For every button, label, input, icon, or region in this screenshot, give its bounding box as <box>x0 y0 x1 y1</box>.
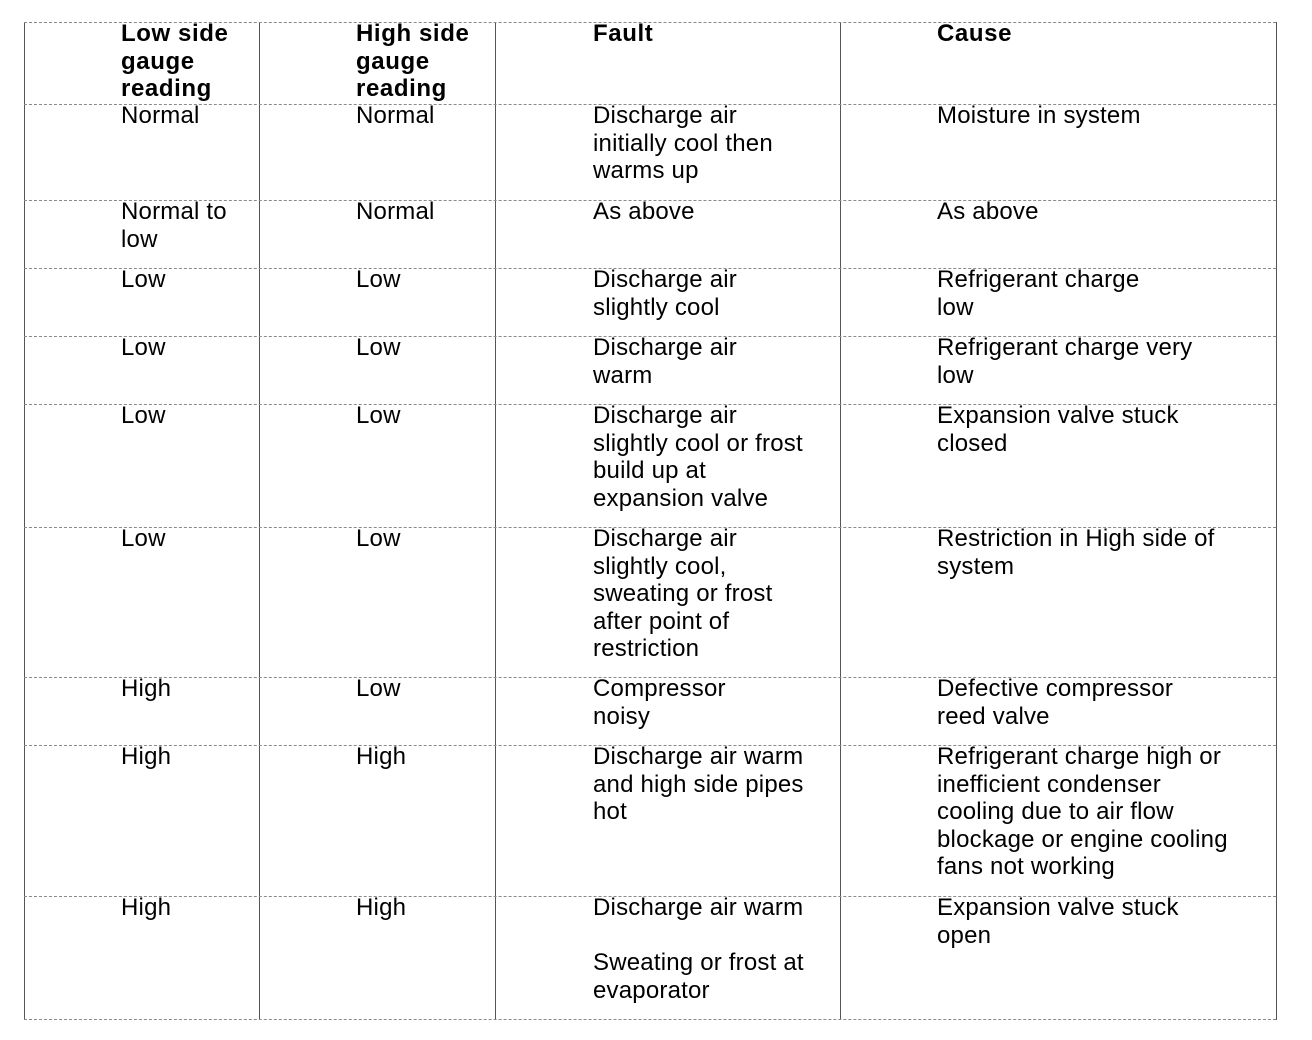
header-fault: Fault <box>593 20 654 47</box>
cell-high-side: Low <box>356 266 401 293</box>
cell-high-side: High <box>356 743 407 770</box>
cell-fault: As above <box>593 198 695 225</box>
cell-cause: Defective compressor reed valve <box>937 675 1174 730</box>
cell-cause: Refrigerant charge very low <box>937 334 1193 389</box>
table-border-bottom <box>24 1019 1276 1020</box>
cell-high-side: Low <box>356 334 401 361</box>
cell-low-side: Normal <box>121 102 200 129</box>
header-low-side-gauge-reading: Low side gauge reading <box>121 20 229 102</box>
cell-low-side: High <box>121 675 172 702</box>
column-divider-2 <box>495 22 496 1020</box>
cell-high-side: Low <box>356 525 401 552</box>
cell-cause: Refrigerant charge high or inefficient condenser cooling due to air flow blockage or engine cooling fans not working <box>937 743 1228 880</box>
cell-cause: Restriction in High side of system <box>937 525 1215 580</box>
cell-fault: Discharge air slightly cool, sweating or frost after point of restriction <box>593 525 773 662</box>
cell-low-side: Low <box>121 525 166 552</box>
cell-high-side: High <box>356 894 407 921</box>
cell-fault: Discharge air warm <box>593 334 737 389</box>
table-border-right <box>1276 22 1277 1020</box>
cell-fault: Discharge air slightly cool or frost build up at expansion valve <box>593 402 803 512</box>
cell-cause: As above <box>937 198 1039 225</box>
cell-high-side: Low <box>356 675 401 702</box>
cell-fault: Compressor noisy <box>593 675 726 730</box>
cell-cause: Refrigerant charge low <box>937 266 1140 321</box>
cell-fault: Discharge air warm and high side pipes hot <box>593 743 804 825</box>
table-border-left <box>24 22 25 1020</box>
header-cause: Cause <box>937 20 1013 47</box>
column-divider-1 <box>259 22 260 1020</box>
cell-low-side: Low <box>121 402 166 429</box>
cell-fault: Discharge air slightly cool <box>593 266 737 321</box>
header-high-side-gauge-reading: High side gauge reading <box>356 20 470 102</box>
cell-high-side: Low <box>356 402 401 429</box>
cell-low-side: Low <box>121 266 166 293</box>
cell-high-side: Normal <box>356 198 435 225</box>
cell-low-side: Normal to low <box>121 198 227 253</box>
column-divider-3 <box>840 22 841 1020</box>
cell-cause: Moisture in system <box>937 102 1141 129</box>
cell-low-side: High <box>121 743 172 770</box>
cell-high-side: Normal <box>356 102 435 129</box>
cell-cause: Expansion valve stuck open <box>937 894 1179 949</box>
cell-fault: Discharge air warm Sweating or frost at evaporator <box>593 894 804 1004</box>
cell-low-side: High <box>121 894 172 921</box>
cell-low-side: Low <box>121 334 166 361</box>
cell-cause: Expansion valve stuck closed <box>937 402 1179 457</box>
cell-fault: Discharge air initially cool then warms up <box>593 102 773 184</box>
